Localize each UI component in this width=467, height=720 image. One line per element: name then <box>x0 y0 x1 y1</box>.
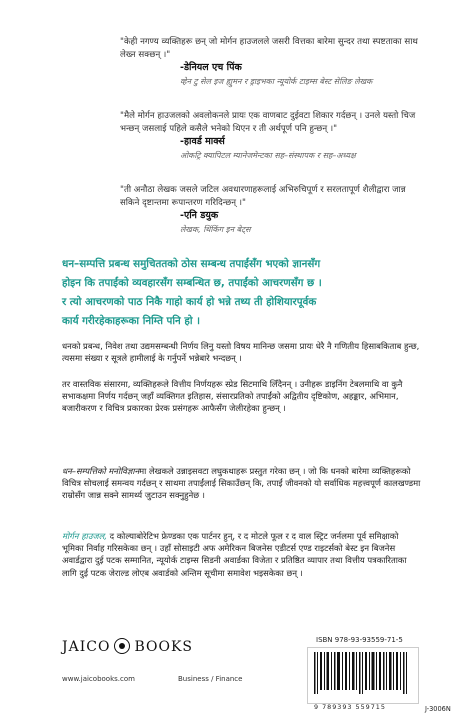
isbn-text: ISBN 978-93-93559-71-5 <box>316 636 403 644</box>
quote-text: "केही नगण्य व्यक्तिहरू छन् जो मोर्गन हाउजलले जसरी वित्तका बारेमा सुन्दर तथा स्पष्टताका साथ लेख्न सक्छन् ।" <box>120 37 418 60</box>
quote-3 <box>120 184 420 236</box>
quote-1 <box>120 36 420 88</box>
author-name-inline: मोर्गन हाउजल, <box>62 531 107 541</box>
quote-author-role: लेखक, थिंकिंग इन बेट्स <box>180 224 251 234</box>
publisher-url: www.jaicobooks.com <box>62 675 135 683</box>
quote-author: -एनि डयुक <box>180 210 219 221</box>
paragraph-text: धनको प्रबन्ध, निवेश तथा उद्यमसम्बन्धी निर्णय लिनु यस्तो विषय मानिन्छ जसमा प्रायः धेरै नै गणितीय हिसाबकिताब हुन्छ, त्यसमा संख्या र सूत्रले हामीलाई के गर्नुपर्ने भन्नेबारे भन्दछन् । <box>62 341 420 364</box>
paragraph-rest: द कोल्याबोरेटिभ फ्रेण्डका एक पार्टनर हुन्, र द मोटले फूल र द वाल स्ट्रिट जर्नलमा पूर्व समिक्षाको भूमिका निर्वाह गरिसकेका छन् । उहाँ सोसाइटी अफ अमेरिकन बिजनेस एडीटर्स एण्ड राइटर्सको बेस्ट इन बिजनेस अवार्डद्वारा दुई पटक सम्मानित, न्यूयोर्क टाइम्स सिडनी अवार्डका विजेता र प्रतिष्ठित व्यापार तथा वित्तीय पत्रकारिताका लागि दुई पटक जेराल्ड लोएब अवार्डको अन्तिम सूचीमा समावेश भइसकेका छन् । <box>62 531 407 578</box>
quote-author: -हावर्ड मार्क्स <box>180 136 225 147</box>
barcode-bars-icon <box>308 648 418 703</box>
quote-text: "मैले मोर्गन हाउजलको अवलोकनले प्रायः एक वाणबाट दुईवटा शिकार गर्दछन् । उनले यस्तो चिज भन्छन् जसलाई पहिले कसैले भनेको थिएन र ती अर्थपूर्ण पनि हुन्छन् ।" <box>120 111 416 134</box>
highlight-line: होइन कि तपाईंको व्यवहारसँग सम्बन्धित छ, तपाईंको आचरणसँग छ । <box>62 277 322 289</box>
body-paragraph-2 <box>62 378 422 415</box>
barcode <box>307 647 419 704</box>
product-code: J-3006N <box>425 705 451 713</box>
barcode-digits: 9 789393 559715 <box>314 703 386 711</box>
body-paragraph-3 <box>62 465 422 502</box>
paragraph-text <box>62 530 422 579</box>
quote-2 <box>120 110 420 162</box>
logo-ring-icon <box>114 638 130 654</box>
author-bio <box>62 530 422 579</box>
paragraph-text: तर वास्तविक संसारमा, व्यक्तिहरूले वित्तीय निर्णयहरू स्प्रेड सिटमाथि लिँदैनन् । उनीहरू डाइनिंग टेबलमाथि वा कुनै सभाकक्षमा निर्णय गर्दछन् जहाँ व्यक्तिगत इतिहास, संसारप्रतिको तपाईंको अद्वितीय दृष्टिकोण, अहङ्कार, अभिमान, बजारीकरण र विचित्र प्रकारका प्रेरक प्रसंगहरू आफैसँग जेलीरहेका हुन्छन् । <box>62 379 403 414</box>
quote-author-role: ओकट्रि क्यापिटल म्यानेजमेन्टका सह–संस्थापक र सह–अध्यक्ष <box>180 150 356 160</box>
highlight-line: कार्य गरीरहेकाहरूका निम्ति पनि हो । <box>62 315 200 327</box>
highlight-paragraph <box>62 255 422 331</box>
paragraph-rest: मा लेखकले उन्नाइसवटा लघुकथाहरू प्रस्तुत गरेका छन् । जो कि धनको बारेमा व्यक्तिहरूको विचित्र सोचलाई समन्वय गर्दछन् र साथमा तपाईंलाई सिकाउँछन् कि, तपाईं जीवनको यो सर्वाधिक महत्त्वपूर्ण कालखण्डमा राम्रोसँग जान्न सक्ने सामर्थ्य जुटाउन सक्नुहुनेछ । <box>62 466 421 501</box>
book-title-inline: धन–सम्पत्तिको मनोविज्ञान <box>62 466 140 476</box>
book-category: Business / Finance <box>178 675 243 683</box>
highlight-line: धन–सम्पत्ति प्रबन्ध समुचिततको ठोस सम्बन्ध तपाईंसँग भएको ज्ञानसँग <box>62 258 321 270</box>
brand-left: JAICO <box>62 639 111 655</box>
highlight-line: र त्यो आचरणको पाठ निकै गाहो कार्य हो भन्ने तथ्य ती होशियारपूर्वक <box>62 296 317 308</box>
publisher-logo <box>62 636 242 655</box>
body-paragraph-1 <box>62 340 422 364</box>
paragraph-text <box>62 465 422 502</box>
quote-author-role: व्हेन टु सेल इज ह्युमन र ड्राइभका न्यूयोर्क टाइम्स बेस्ट सेलिङ लेखक <box>180 76 373 86</box>
quote-text: "ती अनौठा लेखक जसले जटिल अवधारणाहरूलाई अभिरुचिपूर्ण र सरलतापूर्ण शैलीद्वारा जान्न सकिने दृष्टान्तमा रूपान्तरण गरिदिन्छन् ।" <box>120 185 406 208</box>
brand-right: BOOKS <box>134 639 194 655</box>
quote-author: -डेनियल एच पिंक <box>180 62 242 73</box>
